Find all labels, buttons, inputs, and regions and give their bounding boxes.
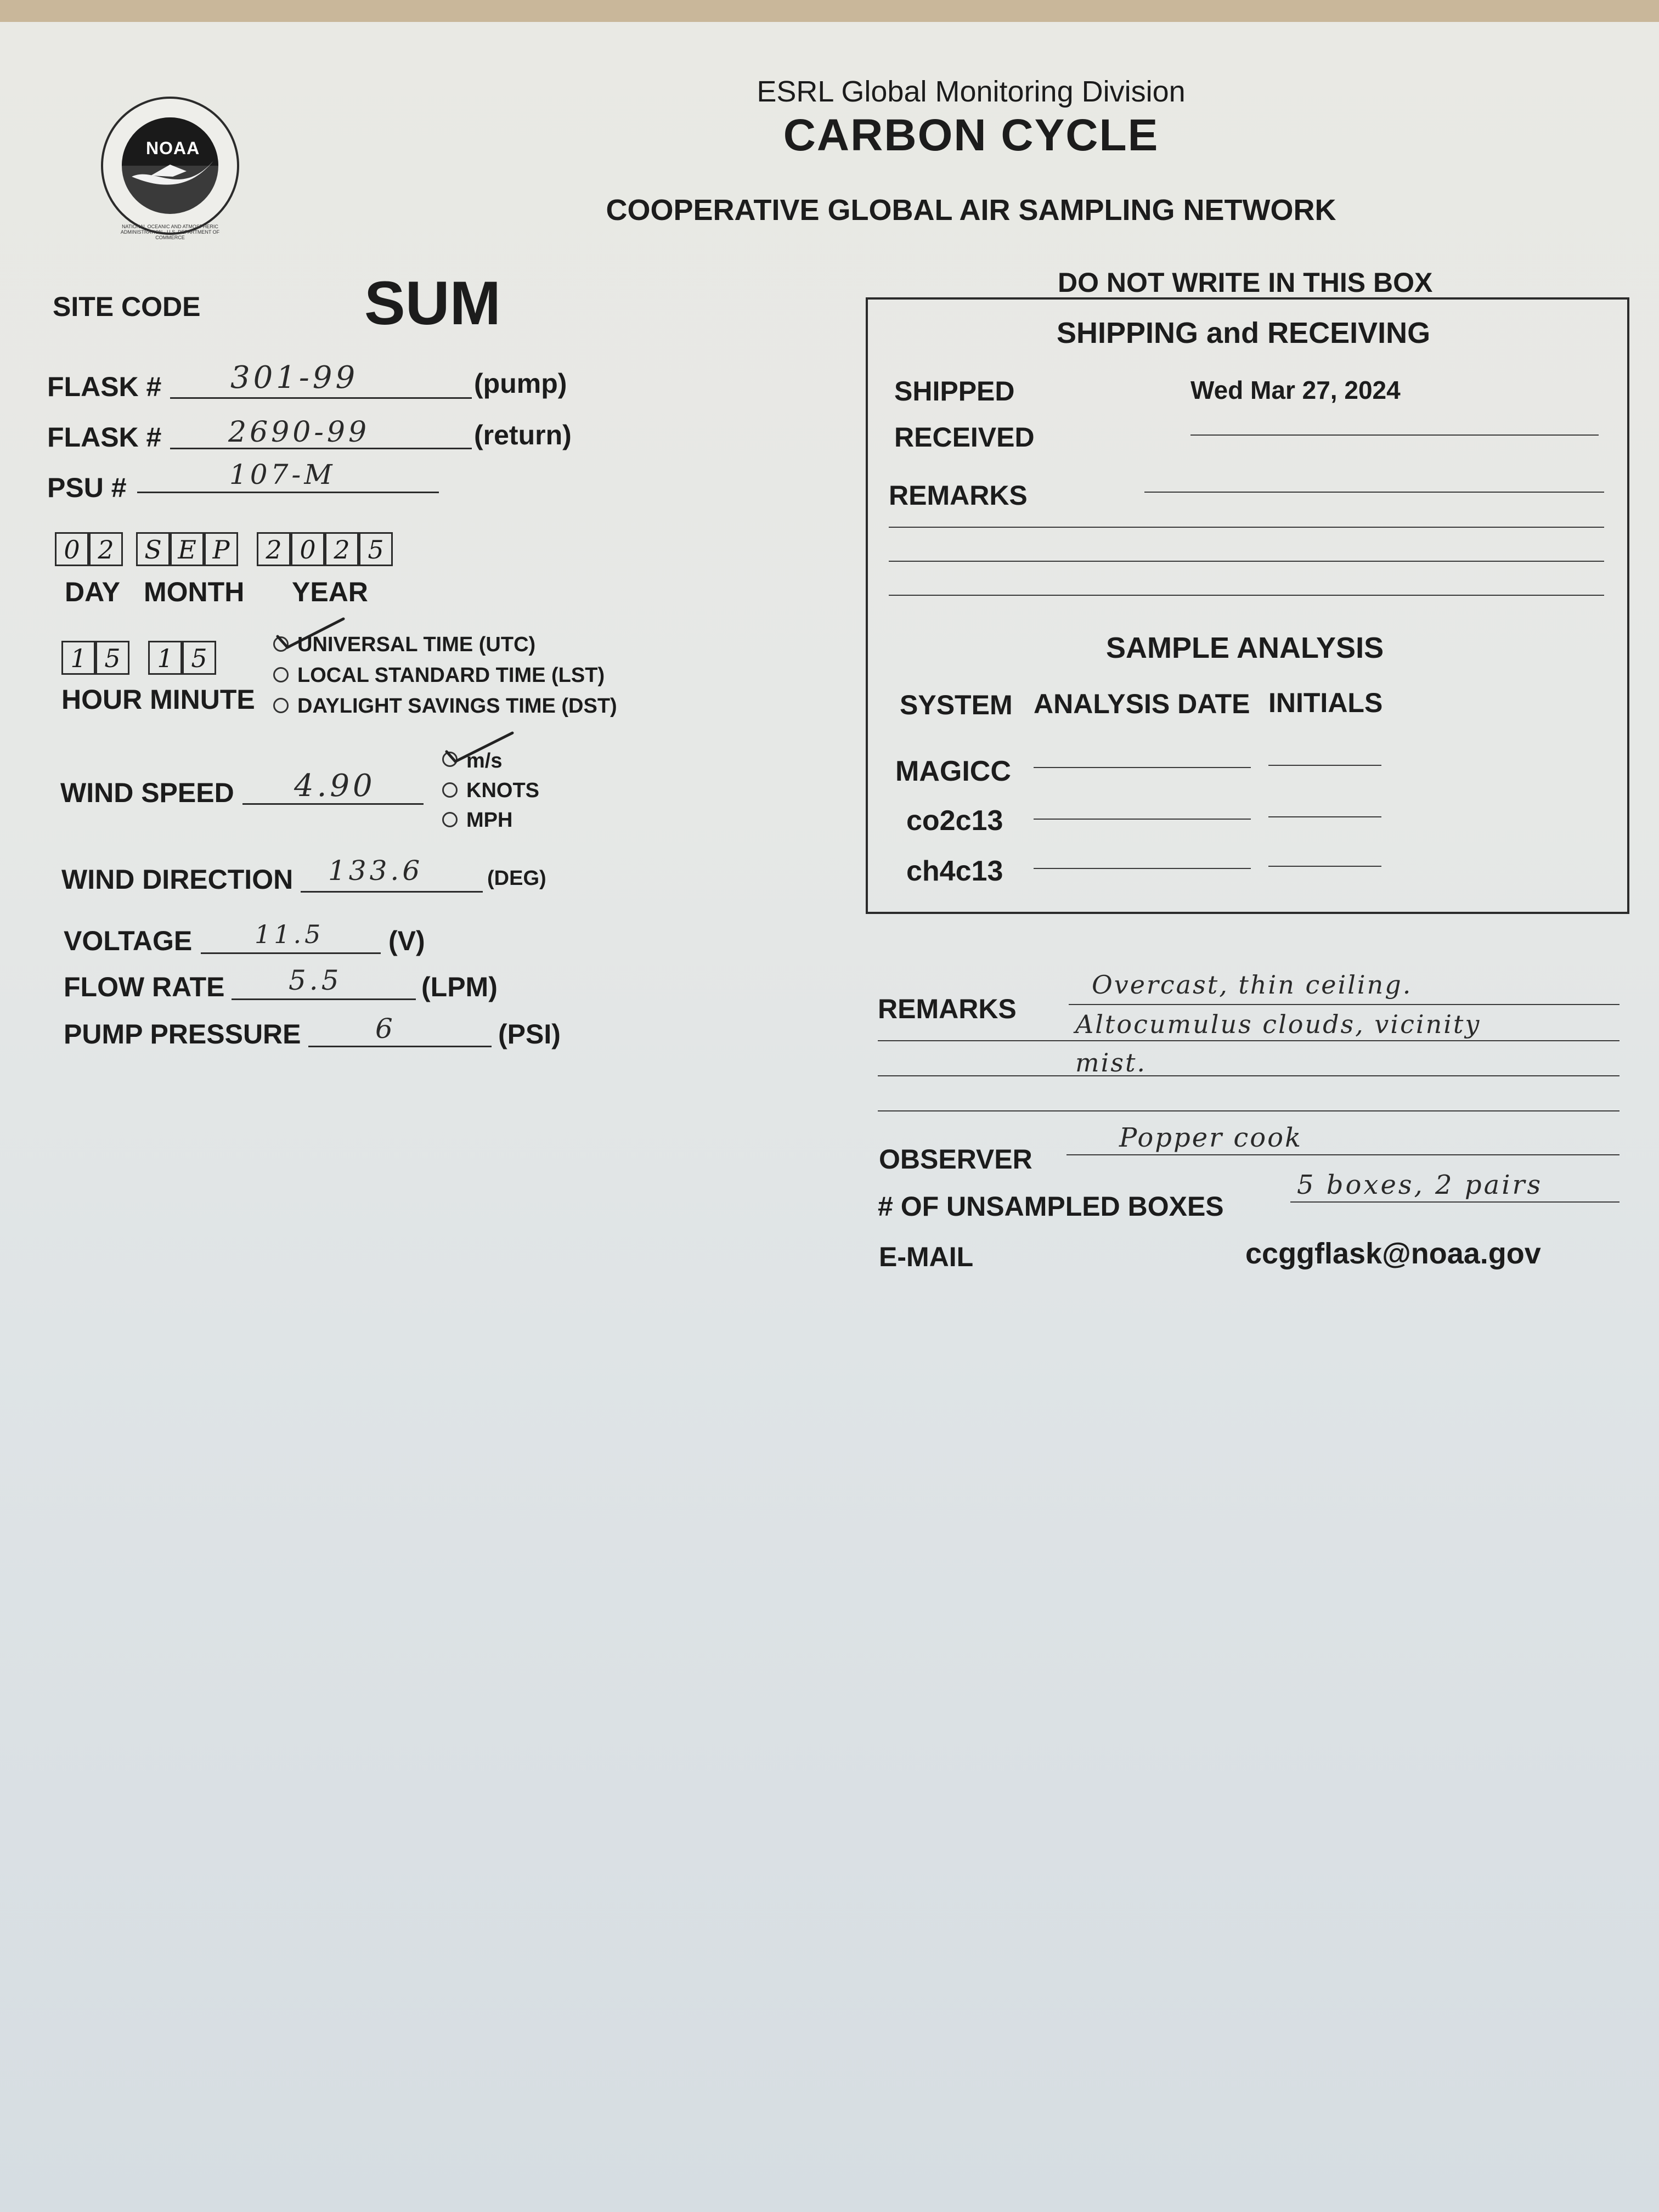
year-digit-2[interactable]: 0 xyxy=(291,532,325,566)
observer-label: OBSERVER xyxy=(879,1144,1032,1175)
flask-pump-label: FLASK # xyxy=(47,371,162,402)
shipped-label: SHIPPED xyxy=(894,376,1015,407)
email-label: E-MAIL xyxy=(879,1242,974,1272)
minute-digit-2[interactable]: 5 xyxy=(182,641,216,675)
site-code-value: SUM xyxy=(364,269,501,337)
analysis-date-line xyxy=(1034,819,1251,820)
pump-pressure-label: PUMP PRESSURE xyxy=(64,1019,301,1049)
unsampled-boxes-value[interactable]: 5 boxes, 2 pairs xyxy=(1297,1170,1543,1200)
shipping-remarks-line xyxy=(889,561,1604,562)
analysis-date-line xyxy=(1034,868,1251,869)
day-label: DAY xyxy=(65,577,120,607)
voltage-value[interactable]: 11.5 xyxy=(255,919,324,949)
month-letter-3[interactable]: P xyxy=(204,532,238,566)
shipping-remarks-label: REMARKS xyxy=(889,480,1028,511)
voltage-label: VOLTAGE xyxy=(64,926,193,956)
time-option-utc: UNIVERSAL TIME (UTC) xyxy=(297,633,536,656)
wind-unit-knots: KNOTS xyxy=(466,779,539,802)
remarks-text-line-1[interactable]: Overcast, thin ceiling. xyxy=(1092,970,1413,1000)
flow-rate-unit: (LPM) xyxy=(421,972,498,1002)
radio-dst[interactable] xyxy=(273,698,289,713)
wind-direction-unit: (DEG) xyxy=(487,867,546,890)
hour-digit-1[interactable]: 1 xyxy=(61,641,95,675)
flask-pump-value[interactable]: 301-99 xyxy=(230,360,359,396)
flask-return-suffix: (return) xyxy=(474,420,572,450)
form-sheet xyxy=(0,22,1659,2212)
shipping-title: SHIPPING and RECEIVING xyxy=(1057,317,1431,349)
day-digit-2[interactable]: 2 xyxy=(89,532,123,566)
hour-minute-label: HOUR MINUTE xyxy=(61,684,255,715)
initials-line xyxy=(1268,816,1381,817)
observer-line xyxy=(1066,1154,1620,1155)
wind-direction-underline xyxy=(301,891,483,893)
wind-direction-label: WIND DIRECTION xyxy=(61,864,294,895)
remarks-text-line-2[interactable]: Altocumulus clouds, vicinity xyxy=(1075,1009,1481,1039)
remarks-text-line-3[interactable]: mist. xyxy=(1075,1048,1147,1077)
analysis-date-line xyxy=(1034,767,1251,768)
noaa-logo-ring-text: NATIONAL OCEANIC AND ATMOSPHERIC ADMINISTRATION · U.S. DEPARTMENT OF COMMERCE xyxy=(120,224,220,240)
hour-digit-2[interactable]: 5 xyxy=(95,641,129,675)
month-letter-2[interactable]: E xyxy=(170,532,204,566)
system-co2c13: co2c13 xyxy=(906,805,1003,837)
unsampled-boxes-label: # OF UNSAMPLED BOXES xyxy=(878,1191,1224,1222)
remarks-line xyxy=(878,1040,1620,1041)
wind-direction-value[interactable]: 133.6 xyxy=(328,855,424,887)
year-digit-1[interactable]: 2 xyxy=(257,532,291,566)
time-option-lst: LOCAL STANDARD TIME (LST) xyxy=(297,664,605,687)
year-digit-4[interactable]: 5 xyxy=(359,532,393,566)
wind-speed-label: WIND SPEED xyxy=(60,777,234,808)
noaa-logo-text: NOAA xyxy=(146,138,200,158)
shipping-remarks-line xyxy=(1144,492,1604,493)
radio-mph[interactable] xyxy=(442,812,458,827)
wind-speed-value[interactable]: 4.90 xyxy=(294,768,376,804)
noaa-logo xyxy=(99,94,241,240)
column-analysis-date: ANALYSIS DATE xyxy=(1034,689,1250,719)
flow-rate-value[interactable]: 5.5 xyxy=(289,964,342,996)
wind-unit-ms: m/s xyxy=(466,749,503,772)
shipped-value: Wed Mar 27, 2024 xyxy=(1190,376,1401,404)
voltage-underline xyxy=(201,952,381,954)
minute-digit-1[interactable]: 1 xyxy=(148,641,182,675)
month-letter-1[interactable]: S xyxy=(136,532,170,566)
system-magicc: MAGICC xyxy=(895,755,1011,787)
day-digit-1[interactable]: 0 xyxy=(55,532,89,566)
column-initials: INITIALS xyxy=(1268,687,1383,718)
wind-unit-mph: MPH xyxy=(466,809,513,832)
pump-pressure-underline xyxy=(308,1046,492,1047)
year-digit-3[interactable]: 2 xyxy=(325,532,359,566)
observer-value[interactable]: Popper cook xyxy=(1119,1122,1303,1153)
network-title: COOPERATIVE GLOBAL AIR SAMPLING NETWORK xyxy=(606,194,1336,227)
pump-pressure-value[interactable]: 6 xyxy=(375,1013,396,1045)
form-title: CARBON CYCLE xyxy=(783,110,1159,160)
received-label: RECEIVED xyxy=(894,422,1035,453)
voltage-unit: (V) xyxy=(388,926,425,956)
division-title: ESRL Global Monitoring Division xyxy=(757,75,1186,108)
time-option-dst: DAYLIGHT SAVINGS TIME (DST) xyxy=(297,695,617,718)
flask-return-label: FLASK # xyxy=(47,422,162,453)
psu-underline xyxy=(137,492,439,493)
column-system: SYSTEM xyxy=(900,690,1013,720)
site-code-label: SITE CODE xyxy=(53,291,201,322)
shipping-remarks-line xyxy=(889,595,1604,596)
psu-value[interactable]: 107-M xyxy=(229,459,336,490)
month-label: MONTH xyxy=(144,577,245,607)
radio-knots[interactable] xyxy=(442,782,458,798)
sample-analysis-title: SAMPLE ANALYSIS xyxy=(1106,631,1384,664)
unsampled-boxes-line xyxy=(1290,1201,1620,1203)
initials-line xyxy=(1268,765,1381,766)
radio-lst[interactable] xyxy=(273,667,289,682)
year-label: YEAR xyxy=(292,577,368,607)
flask-pump-suffix: (pump) xyxy=(474,368,567,399)
system-ch4c13: ch4c13 xyxy=(906,855,1003,887)
remarks-line xyxy=(878,1110,1620,1111)
email-value[interactable]: ccggflask@noaa.gov xyxy=(1245,1237,1541,1270)
received-line xyxy=(1190,435,1599,436)
flow-rate-underline xyxy=(232,998,416,1000)
remarks-line xyxy=(1069,1004,1620,1005)
psu-label: PSU # xyxy=(47,472,127,503)
flow-rate-label: FLOW RATE xyxy=(64,972,225,1002)
flask-pump-underline xyxy=(170,397,472,399)
do-not-write-notice: DO NOT WRITE IN THIS BOX xyxy=(1058,267,1433,298)
flask-return-value[interactable]: 2690-99 xyxy=(228,416,370,449)
pump-pressure-unit: (PSI) xyxy=(498,1019,561,1049)
shipping-remarks-line xyxy=(889,527,1604,528)
initials-line xyxy=(1268,866,1381,867)
remarks-line xyxy=(878,1075,1620,1076)
remarks-label: REMARKS xyxy=(878,994,1017,1024)
